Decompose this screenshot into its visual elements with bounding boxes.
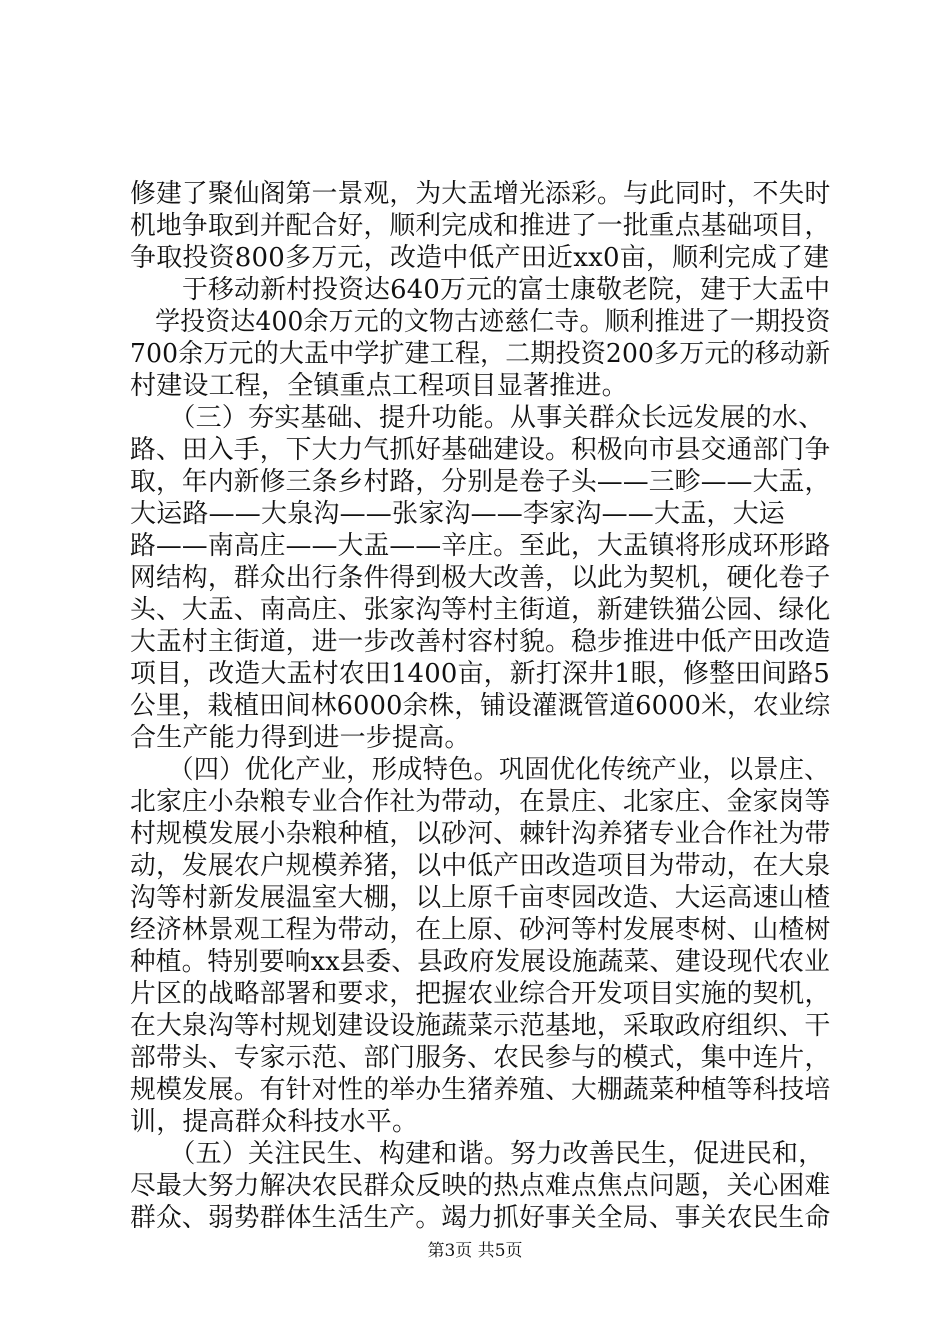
page-number-footer: 第3页 共5页: [427, 1241, 523, 1261]
body-line: 学投资达400余万元的文物古迹慈仁寺。顺利推进了一期投资: [130, 307, 831, 337]
body-line: 头、大盂、南高庄、张家沟等村主街道，新建铁猫公园、绿化: [130, 595, 831, 625]
body-line: 沟等村新发展温室大棚，以上原千亩枣园改造、大运高速山楂: [130, 883, 831, 913]
body-line: 于移动新村投资达640万元的富士康敬老院，建于大盂中: [130, 275, 831, 305]
body-line: 动，发展农户规模养猪，以中低产田改造项目为带动，在大泉: [130, 851, 831, 881]
body-line: 取，年内新修三条乡村路，分别是卷子头——三畛——大盂，: [130, 467, 831, 497]
body-line: 在大泉沟等村规划建设设施蔬菜示范基地，采取政府组织、干: [130, 1011, 831, 1041]
body-line: 路、田入手，下大力气抓好基础建设。积极向市县交通部门争: [130, 435, 831, 465]
body-line: 网结构，群众出行条件得到极大改善，以此为契机，硬化卷子: [130, 563, 831, 593]
body-line: 尽最大努力解决农民群众反映的热点难点焦点问题，关心困难: [130, 1171, 831, 1201]
body-line: 公里，栽植田间林6000余株，铺设灌溉管道6000米，农业综: [130, 691, 831, 721]
body-line: 村规模发展小杂粮种植，以砂河、棘针沟养猪专业合作社为带: [130, 819, 831, 849]
body-line: 大盂村主街道，进一步改善村容村貌。稳步推进中低产田改造: [130, 627, 831, 657]
body-line: 路——南高庄——大盂——辛庄。至此，大盂镇将形成环形路: [130, 531, 831, 561]
body-line: 北家庄小杂粮专业合作社为带动，在景庄、北家庄、金家岗等: [130, 787, 831, 817]
body-line: 修建了聚仙阁第一景观，为大盂增光添彩。与此同时，不失时: [130, 179, 831, 209]
body-line: 规模发展。有针对性的举办生猪养殖、大棚蔬菜种植等科技培: [130, 1075, 831, 1105]
body-line: （五）关注民生、构建和谐。努力改善民生，促进民和，: [130, 1139, 825, 1169]
body-line: 700余万元的大盂中学扩建工程，二期投资200多万元的移动新: [130, 339, 831, 369]
body-line: 争取投资800多万元，改造中低产田近xx0亩，顺利完成了建: [130, 243, 830, 273]
body-line: 经济林景观工程为带动，在上原、砂河等村发展枣树、山楂树: [130, 915, 831, 945]
body-line: （四）优化产业，形成特色。巩固优化传统产业，以景庄、: [130, 755, 830, 785]
body-line: 大运路——大泉沟——张家沟——李家沟——大盂，大运: [130, 499, 786, 529]
body-line: 群众、弱势群体生活生产。竭力抓好事关全局、事关农民生命: [130, 1203, 831, 1233]
body-line: 训，提高群众科技水平。: [130, 1107, 419, 1137]
body-line: 种植。特别要响xx县委、县政府发展设施蔬菜、建设现代农业: [130, 947, 830, 977]
body-line: 机地争取到并配合好，顺利完成和推进了一批重点基础项目，: [130, 211, 831, 241]
body-line: 合生产能力得到进一步提高。: [130, 723, 471, 753]
body-line: 部带头、专家示范、部门服务、农民参与的模式，集中连片，: [130, 1043, 831, 1073]
body-line: （三）夯实基础、提升功能。从事关群众长远发展的水、: [130, 403, 825, 433]
body-line: 片区的战略部署和要求，把握农业综合开发项目实施的契机，: [130, 979, 831, 1009]
body-line: 村建设工程，全镇重点工程项目显著推进。: [130, 371, 628, 401]
body-line: 项目，改造大盂村农田1400亩，新打深井1眼，修整田间路5: [130, 659, 831, 689]
